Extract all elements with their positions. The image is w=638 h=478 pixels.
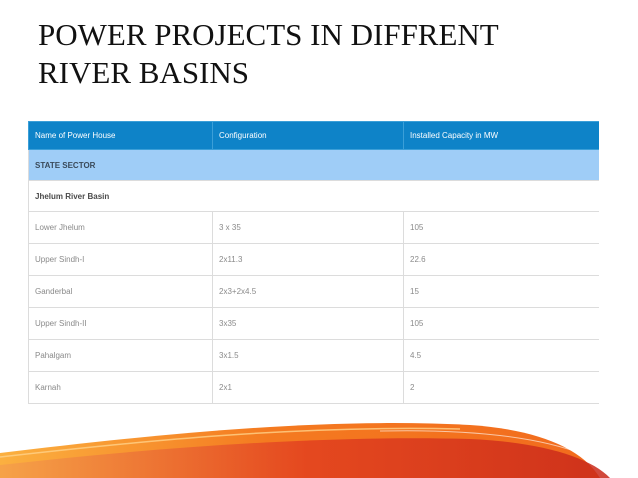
cell-power-house: Upper Sindh-II <box>29 308 213 340</box>
table-row <box>29 276 600 308</box>
table-row <box>29 212 600 244</box>
cell-configuration: 3 x 35 <box>213 212 404 244</box>
header-name-of-power-house: Name of Power House <box>29 122 213 150</box>
cell-power-house: Karnah <box>29 372 213 404</box>
table-row <box>29 244 600 276</box>
slide-title-line-2: RIVER BASINS <box>38 55 250 90</box>
header-installed-capacity: Installed Capacity in MW <box>404 122 600 150</box>
power-projects-table <box>28 121 599 404</box>
cell-power-house: Lower Jhelum <box>29 212 213 244</box>
cell-capacity: 105 <box>404 308 600 340</box>
section-label: STATE SECTOR <box>29 150 600 181</box>
cell-power-house: Ganderbal <box>29 276 213 308</box>
section-row-state-sector <box>29 150 600 181</box>
slide-title-line-1: POWER PROJECTS IN DIFFRENT <box>38 17 499 52</box>
table-row <box>29 308 600 340</box>
cell-configuration: 3x1.5 <box>213 340 404 372</box>
table-header-row <box>29 122 600 150</box>
basin-label: Jhelum River Basin <box>29 181 600 212</box>
cell-configuration: 3x35 <box>213 308 404 340</box>
cell-capacity: 2 <box>404 372 600 404</box>
basin-row-jhelum <box>29 181 600 212</box>
cell-configuration: 2x1 <box>213 372 404 404</box>
cell-capacity: 15 <box>404 276 600 308</box>
header-configuration: Configuration <box>213 122 404 150</box>
cell-power-house: Pahalgam <box>29 340 213 372</box>
cell-configuration: 2x11.3 <box>213 244 404 276</box>
cell-capacity: 105 <box>404 212 600 244</box>
slide-title <box>38 16 598 92</box>
cell-configuration: 2x3+2x4.5 <box>213 276 404 308</box>
orange-swoosh-decoration <box>0 395 638 478</box>
table-row <box>29 340 600 372</box>
power-projects-table-container <box>28 121 599 409</box>
cell-power-house: Upper Sindh-I <box>29 244 213 276</box>
cell-capacity: 22.6 <box>404 244 600 276</box>
cell-capacity: 4.5 <box>404 340 600 372</box>
